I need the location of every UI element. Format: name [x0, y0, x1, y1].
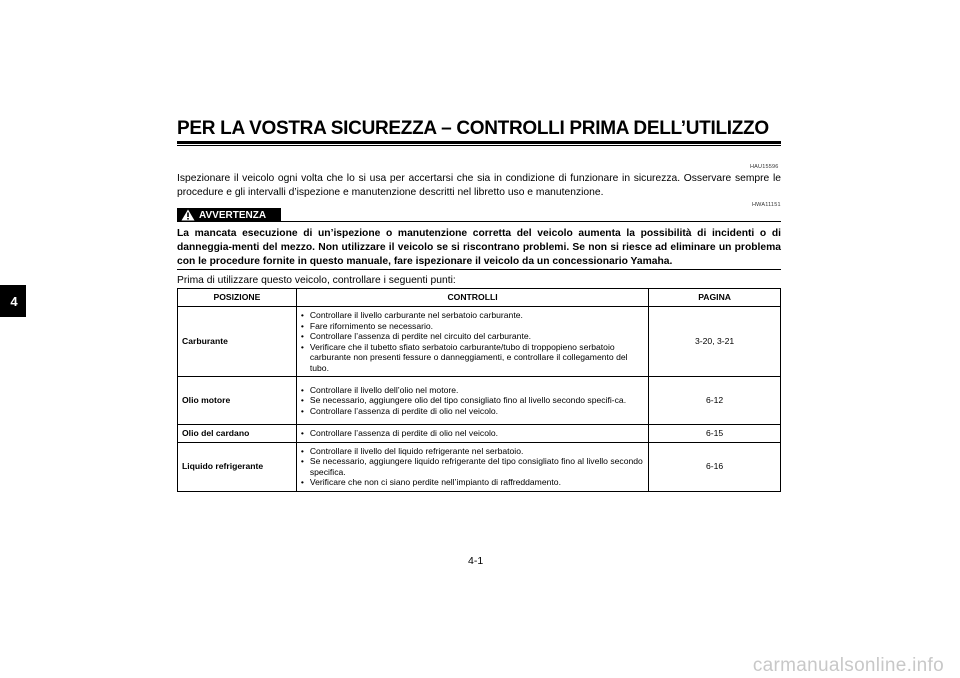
table-row — [178, 425, 781, 443]
header-position: POSIZIONE — [178, 289, 297, 307]
row-page: 6-12 — [649, 377, 781, 425]
check-item: • Controllare l’assenza di perdite di olio nel veicolo. — [301, 428, 644, 439]
watermark: carmanualsonline.info — [752, 655, 944, 676]
row-position: Olio del cardano — [178, 425, 297, 443]
check-item: • Controllare il livello carburante nel serbatoio carburante. — [301, 310, 644, 321]
row-checks — [296, 377, 648, 425]
check-item: • Verificare che il tubetto sfiato serbatoio carburante/tubo di troppopieno serbatoio carburante non presenti fessure o danneggiamenti, e controllare il collegamento del tubo. — [301, 342, 644, 374]
row-checks — [296, 307, 648, 377]
chapter-tab — [0, 285, 26, 317]
lead-sentence: Prima di utilizzare questo veicolo, controllare i seguenti punti: — [177, 275, 456, 286]
check-item: • Fare rifornimento se necessario. — [301, 321, 644, 332]
page-number: 4-1 — [468, 555, 484, 567]
row-page: 6-15 — [649, 425, 781, 443]
row-checks — [296, 425, 648, 443]
title-rule-thin — [177, 145, 781, 146]
table-row — [178, 307, 781, 377]
header-checks: CONTROLLI — [296, 289, 648, 307]
table-header-row — [178, 289, 781, 307]
title-rule-thick — [177, 141, 781, 144]
header-page: PAGINA — [649, 289, 781, 307]
warning-badge — [177, 208, 281, 222]
row-checks — [296, 442, 648, 491]
check-item: • Controllare l’assenza di perdite nel circuito del carburante. — [301, 331, 644, 342]
check-item: • Controllare il livello del liquido refrigerante nel serbatoio. — [301, 446, 644, 457]
table-row — [178, 442, 781, 491]
warning-label: AVVERTENZA — [199, 209, 267, 221]
check-item: • Verificare che non ci siano perdite nell’impianto di raffreddamento. — [301, 477, 644, 488]
row-position: Carburante — [178, 307, 297, 377]
row-position: Liquido refrigerante — [178, 442, 297, 491]
row-position: Olio motore — [178, 377, 297, 425]
intro-paragraph: Ispezionare il veicolo ogni volta che lo si usa per accertarsi che sia in condizione di funzionare in sicurezza. Osservare sempre le procedure e gli intervalli d’ispezione e manutenzione descritti nel libretto uso e manutenzione. — [177, 173, 781, 198]
warning-text: La mancata esecuzione di un’ispezione o manutenzione corretta del veicolo aumenta la possibilità di incidenti o di danneggia-menti del mezzo. Non utilizzare il veicolo se si riscontrano problemi. Se non si riesce ad eliminare un problema con le procedure fornite in questo manuale, fare ispezionare il veicolo da un concessionario Yamaha. — [177, 228, 781, 267]
warning-triangle-icon — [181, 209, 195, 221]
intro-reference-code: HAU15596 — [750, 164, 779, 170]
page-title: PER LA VOSTRA SICUREZZA – CONTROLLI PRIMA DELL’UTILIZZO — [177, 118, 769, 139]
table-row — [178, 377, 781, 425]
chapter-number: 4 — [10, 293, 18, 309]
row-page: 3-20, 3-21 — [649, 307, 781, 377]
warning-reference-code: HWA11151 — [752, 202, 781, 208]
warning-rule — [281, 221, 781, 222]
pre-operation-checks-table — [177, 288, 781, 492]
check-item: • Controllare il livello dell’olio nel motore. — [301, 385, 644, 396]
row-page: 6-16 — [649, 442, 781, 491]
warning-end-rule — [177, 269, 781, 270]
warning-header — [177, 208, 781, 224]
check-item: • Se necessario, aggiungere liquido refrigerante del tipo consigliato fino al livello secondo specifica. — [301, 456, 644, 477]
check-item: • Se necessario, aggiungere olio del tipo consigliato fino al livello secondo specifi-ca. — [301, 395, 644, 406]
check-item: • Controllare l’assenza di perdite di olio nel veicolo. — [301, 406, 644, 417]
